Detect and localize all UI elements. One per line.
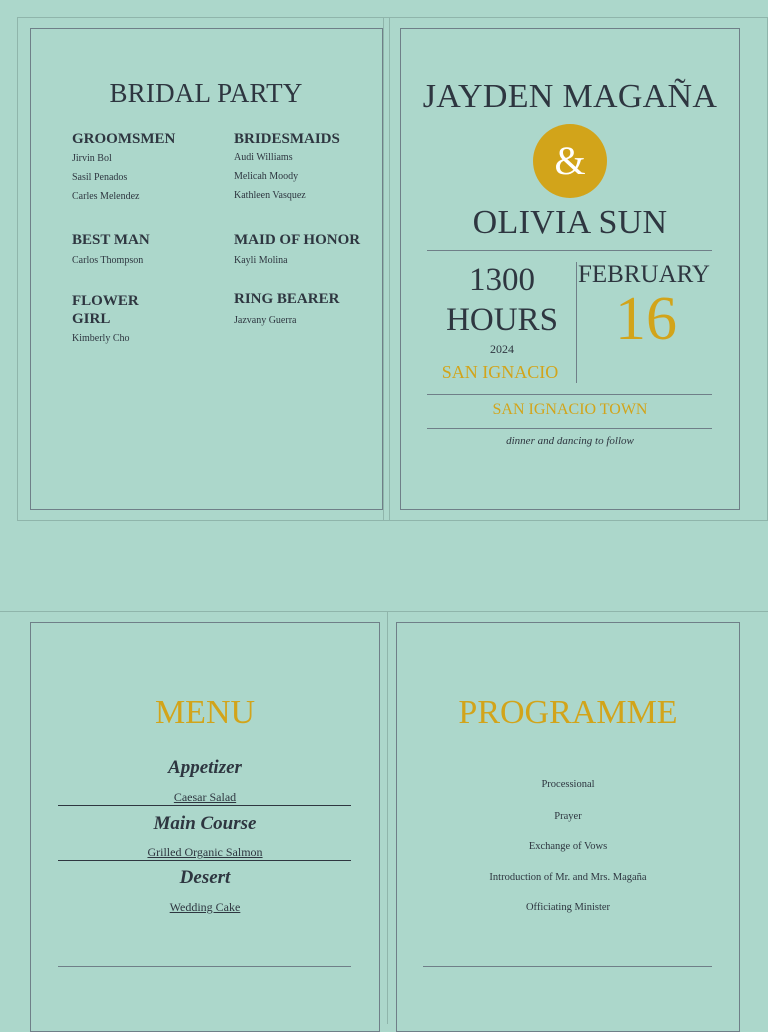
bridal-party-title: BRIDAL PARTY [109, 78, 303, 108]
flower-girl-heading-line1: FLOWER [72, 293, 139, 309]
course-main: Main Course [153, 813, 257, 834]
best-man-name: Carlos Thompson [72, 255, 144, 266]
bottom-fold-line [387, 611, 388, 1024]
top-fold-line [383, 17, 384, 521]
bridesmaids-heading: BRIDESMAIDS [234, 131, 340, 147]
menu-divider [58, 860, 351, 861]
menu-title: MENU [154, 694, 256, 731]
bride-name: OLIVIA SUN [472, 204, 668, 241]
month-text: FEBRUARY [578, 261, 710, 288]
city-text: SAN IGNACIO [441, 362, 559, 382]
cover-divider-bottom [427, 428, 712, 429]
programme-item: Processional [541, 779, 595, 790]
flower-girl-name: Kimberly Cho [72, 333, 130, 344]
bridesmaids-list [234, 148, 306, 205]
time-unit: HOURS [446, 302, 558, 338]
flower-girl-heading-line2: GIRL [72, 311, 111, 327]
groom-name: JAYDEN MAGAÑA [422, 78, 718, 115]
groomsmen-list [72, 149, 139, 206]
best-man-heading: BEST MAN [72, 232, 150, 248]
list-item: Carles Melendez [72, 191, 140, 202]
year-text: 2024 [490, 342, 514, 356]
course-appetizer: Appetizer [168, 757, 242, 778]
time-number: 1300 [469, 262, 535, 298]
dish-desert: Wedding Cake [169, 900, 241, 914]
note-text: dinner and dancing to follow [506, 435, 634, 447]
menu-bottom-divider [58, 966, 351, 967]
list-item: Melicah Moody [234, 171, 299, 182]
programme-item: Officiating Minister [525, 902, 611, 913]
maid-of-honor-heading: MAID OF HONOR [234, 232, 361, 248]
top-fold-line-inner [389, 17, 390, 521]
list-item: Kathleen Vasquez [234, 190, 306, 201]
programme-item: Exchange of Vows [528, 841, 608, 852]
menu-divider [58, 805, 351, 806]
programme-title: PROGRAMME [458, 694, 678, 731]
venue-text: SAN IGNACIO TOWN [492, 401, 648, 418]
list-item: Jirvin Bol [72, 153, 112, 164]
dish-appetizer: Caesar Salad [173, 790, 237, 804]
programme-item: Introduction of Mr. and Mrs. Magaña [489, 872, 647, 883]
programme-bottom-divider [423, 966, 712, 967]
course-desert: Desert [179, 867, 231, 888]
ring-bearer-name: Jazvany Guerra [234, 315, 297, 326]
cover-divider-top [427, 250, 712, 251]
list-item: Audi Williams [234, 152, 293, 163]
flower-girl-heading [72, 292, 139, 328]
list-item: Sasil Penados [72, 172, 128, 183]
programme-item: Prayer [554, 811, 582, 822]
programme-panel [396, 622, 740, 1032]
day-number: 16 [615, 285, 677, 353]
cover-divider-middle [427, 394, 712, 395]
groomsmen-heading: GROOMSMEN [72, 131, 176, 147]
maid-of-honor-name: Kayli Molina [234, 255, 288, 266]
ampersand-badge: & [533, 124, 607, 198]
ring-bearer-heading: RING BEARER [234, 291, 340, 307]
dish-main: Grilled Organic Salmon [147, 845, 263, 859]
